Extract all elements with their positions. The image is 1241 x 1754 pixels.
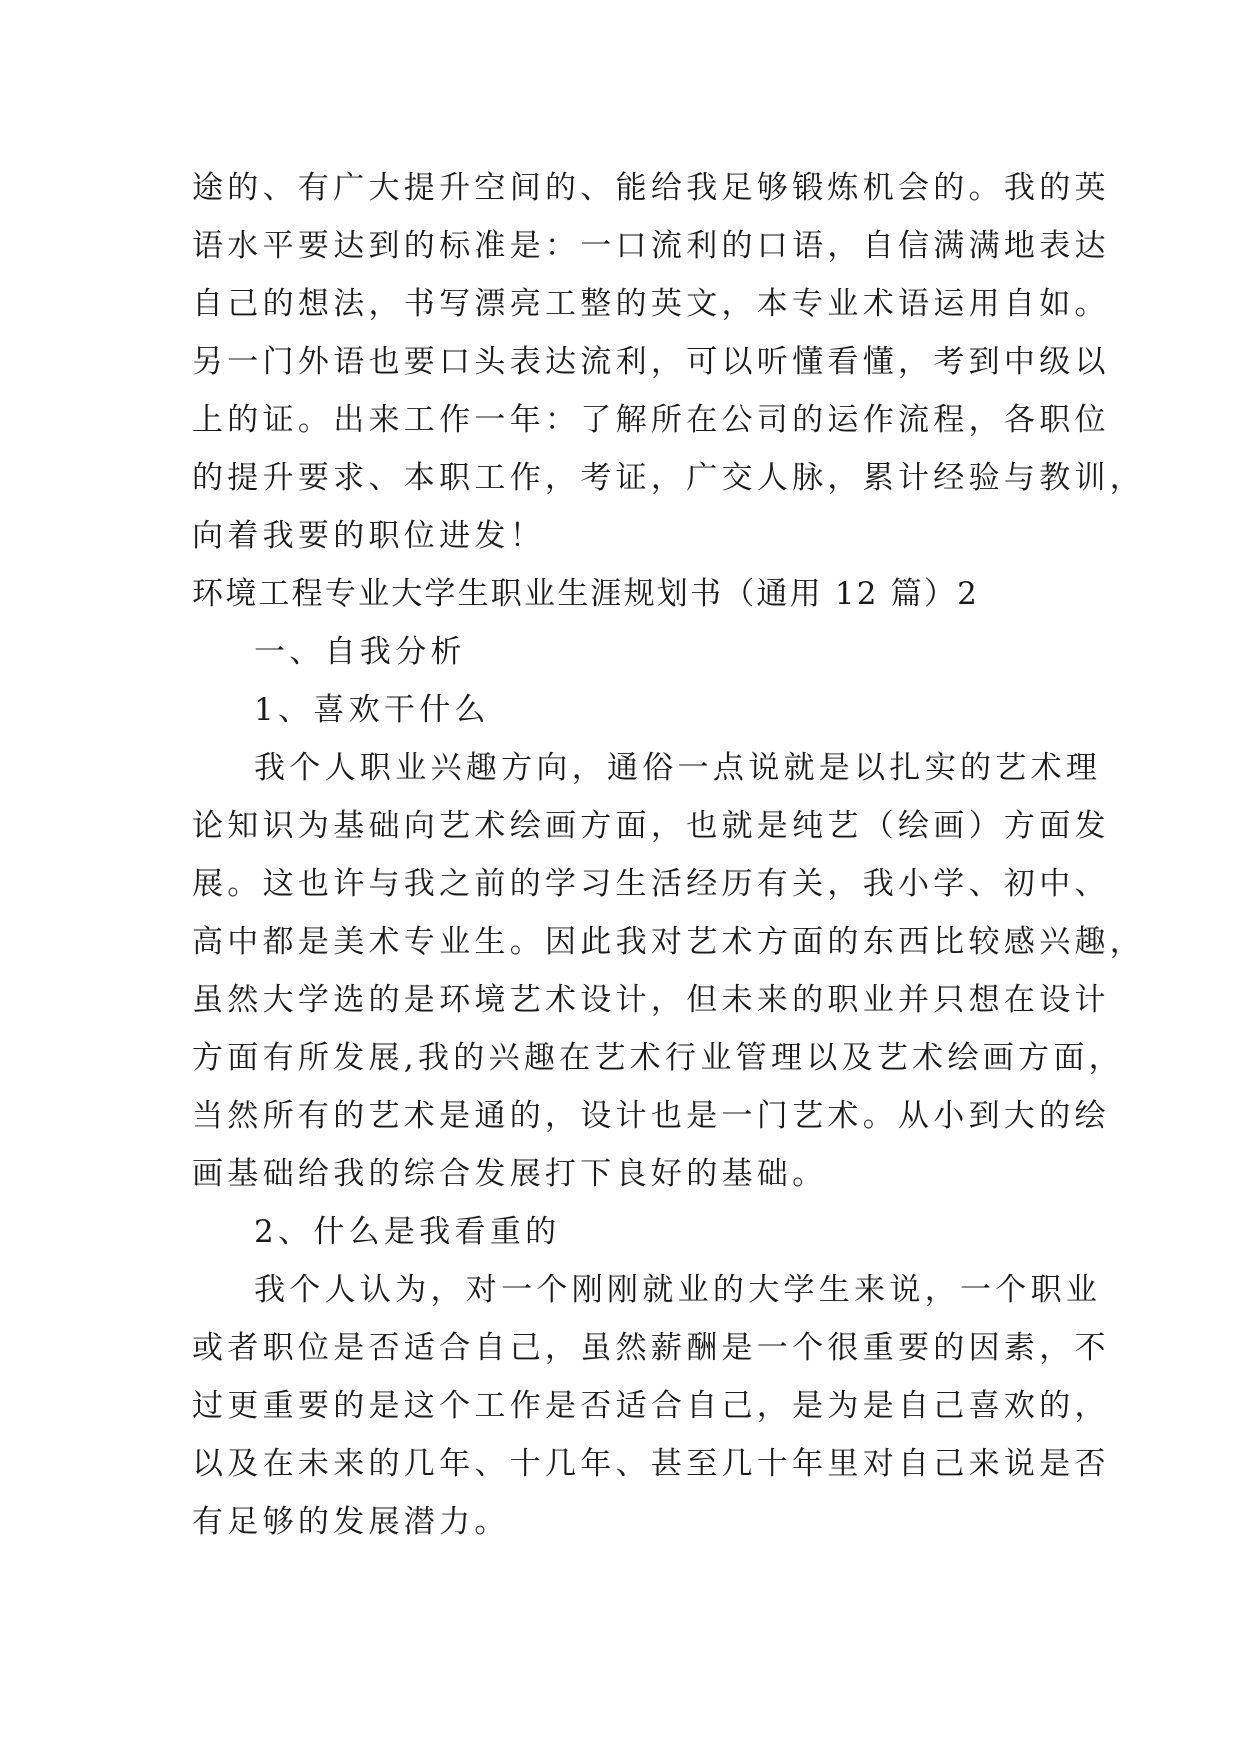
document-body bbox=[192, 159, 1146, 1551]
paragraph-first-line: 我个人职业兴趣方向，通俗一点说就是以扎实的艺术理 bbox=[254, 750, 1102, 786]
body-line: 虽然大学选的是环境艺术设计，但未来的职业并只想在设计 bbox=[192, 982, 1110, 1018]
body-line: 途的、有广大提升空间的、能给我足够锻炼机会的。我的英 bbox=[192, 170, 1110, 206]
body-line: 高中都是美术专业生。因此我对艺术方面的东西比较感兴趣， bbox=[192, 924, 1146, 960]
body-line: 过更重要的是这个工作是否适合自己，是为是自己喜欢的， bbox=[192, 1388, 1110, 1424]
body-line: 方面有所发展,我的兴趣在艺术行业管理以及艺术绘画方面， bbox=[192, 1040, 1124, 1076]
body-line: 的提升要求、本职工作，考证，广交人脉，累计经验与教训， bbox=[192, 460, 1146, 496]
body-line: 自己的想法，书写漂亮工整的英文，本专业术语运用自如。 bbox=[192, 286, 1110, 322]
body-line: 语水平要达到的标准是：一口流利的口语，自信满满地表达 bbox=[192, 228, 1110, 264]
body-line: 论知识为基础向艺术绘画方面，也就是纯艺（绘画）方面发 bbox=[192, 808, 1110, 844]
body-line: 展。这也许与我之前的学习生活经历有关，我小学、初中、 bbox=[192, 866, 1110, 902]
section-title: 环境工程专业大学生职业生涯规划书（通用 12 篇）2 bbox=[192, 576, 980, 612]
body-line: 画基础给我的综合发展打下良好的基础。 bbox=[192, 1156, 828, 1192]
body-line: 上的证。出来工作一年：了解所在公司的运作流程，各职位 bbox=[192, 402, 1110, 438]
body-line: 有足够的发展潜力。 bbox=[192, 1504, 510, 1540]
paragraph-first-line: 我个人认为，对一个刚刚就业的大学生来说，一个职业 bbox=[254, 1272, 1102, 1308]
subsection-heading: 1、喜欢干什么 bbox=[254, 692, 490, 728]
body-line: 向着我要的职位进发！ bbox=[192, 518, 545, 554]
body-line: 另一门外语也要口头表达流利，可以听懂看懂，考到中级以 bbox=[192, 344, 1110, 380]
body-line: 以及在未来的几年、十几年、甚至几十年里对自己来说是否 bbox=[192, 1446, 1110, 1482]
body-line: 或者职位是否适合自己，虽然薪酬是一个很重要的因素，不 bbox=[192, 1330, 1110, 1366]
section-heading: 一、自我分析 bbox=[254, 634, 466, 670]
body-line: 当然所有的艺术是通的，设计也是一门艺术。从小到大的绘 bbox=[192, 1098, 1110, 1134]
subsection-heading: 2、什么是我看重的 bbox=[254, 1214, 561, 1250]
